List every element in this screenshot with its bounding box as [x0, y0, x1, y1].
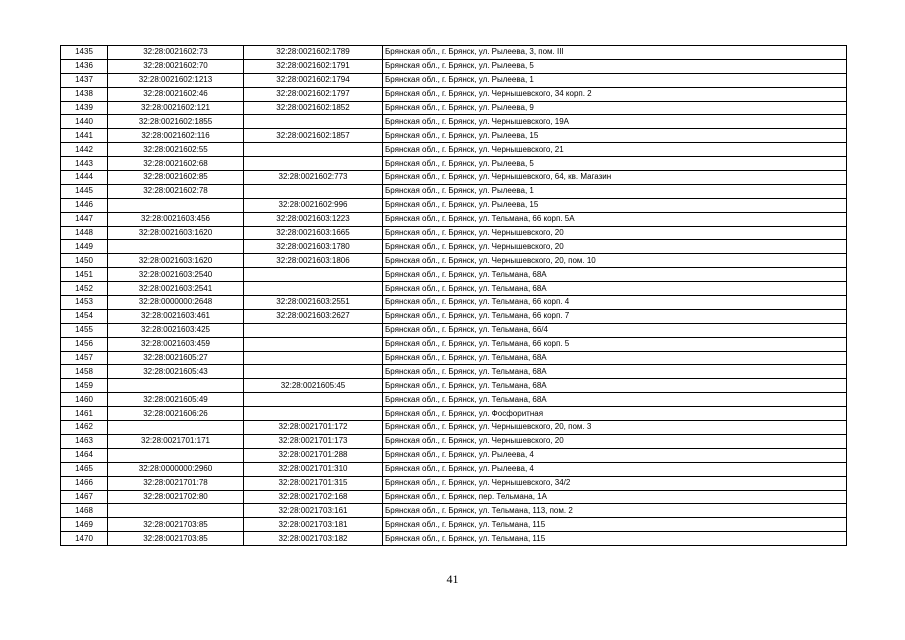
cadastral-number-cell: 32:28:0021602:116 [108, 129, 244, 143]
address-cell: Брянская обл., г. Брянск, пер. Тельмана, 1А [383, 490, 847, 504]
row-number-cell: 1463 [61, 434, 108, 448]
row-number-cell: 1464 [61, 448, 108, 462]
building-cadastral-number-cell [244, 365, 383, 379]
building-cadastral-number-cell [244, 337, 383, 351]
building-cadastral-number-cell [244, 115, 383, 129]
building-cadastral-number-cell: 32:28:0021603:2551 [244, 296, 383, 310]
address-cell: Брянская обл., г. Брянск, ул. Рылеева, 5 [383, 59, 847, 73]
building-cadastral-number-cell: 32:28:0021602:773 [244, 171, 383, 185]
row-number-cell: 1447 [61, 212, 108, 226]
row-number-cell: 1454 [61, 309, 108, 323]
cadastral-number-cell: 32:28:0021703:85 [108, 532, 244, 546]
table-row [61, 421, 847, 435]
cadastral-number-cell: 32:28:0000000:2648 [108, 296, 244, 310]
table-row [61, 379, 847, 393]
table-row [61, 240, 847, 254]
address-cell: Брянская обл., г. Брянск, ул. Тельмана, 68А [383, 365, 847, 379]
cadastral-number-cell: 32:28:0021603:456 [108, 212, 244, 226]
address-cell: Брянская обл., г. Брянск, ул. Рылеева, 9 [383, 101, 847, 115]
address-cell: Брянская обл., г. Брянск, ул. Тельмана, 115 [383, 532, 847, 546]
address-cell: Брянская обл., г. Брянск, ул. Чернышевского, 34 корп. 2 [383, 87, 847, 101]
table-row [61, 462, 847, 476]
address-cell: Брянская обл., г. Брянск, ул. Чернышевского, 34/2 [383, 476, 847, 490]
building-cadastral-number-cell: 32:28:0021602:1857 [244, 129, 383, 143]
address-cell: Брянская обл., г. Брянск, ул. Чернышевского, 21 [383, 143, 847, 157]
building-cadastral-number-cell: 32:28:0021602:1791 [244, 59, 383, 73]
cadastral-number-cell: 32:28:0021602:1855 [108, 115, 244, 129]
address-cell: Брянская обл., г. Брянск, ул. Рылеева, 4 [383, 462, 847, 476]
row-number-cell: 1437 [61, 73, 108, 87]
table-row [61, 184, 847, 198]
registry-table-body [61, 46, 847, 546]
cadastral-number-cell: 32:28:0021602:73 [108, 46, 244, 60]
row-number-cell: 1439 [61, 101, 108, 115]
row-number-cell: 1458 [61, 365, 108, 379]
building-cadastral-number-cell: 32:28:0021602:1789 [244, 46, 383, 60]
address-cell: Брянская обл., г. Брянск, ул. Тельмана, 68А [383, 282, 847, 296]
address-cell: Брянская обл., г. Брянск, ул. Тельмана, 68А [383, 351, 847, 365]
table-row [61, 448, 847, 462]
address-cell: Брянская обл., г. Брянск, ул. Чернышевского, 20 [383, 240, 847, 254]
table-row [61, 226, 847, 240]
table-row [61, 143, 847, 157]
address-cell: Брянская обл., г. Брянск, ул. Тельмана, 66 корп. 4 [383, 296, 847, 310]
row-number-cell: 1466 [61, 476, 108, 490]
building-cadastral-number-cell: 32:28:0021701:173 [244, 434, 383, 448]
table-row [61, 115, 847, 129]
table-row [61, 73, 847, 87]
table-row [61, 309, 847, 323]
cadastral-number-cell: 32:28:0021703:85 [108, 518, 244, 532]
address-cell: Брянская обл., г. Брянск, ул. Чернышевского, 20, пом. 3 [383, 421, 847, 435]
cadastral-number-cell: 32:28:0021605:49 [108, 393, 244, 407]
table-row [61, 198, 847, 212]
cadastral-number-cell: 32:28:0021605:27 [108, 351, 244, 365]
cadastral-number-cell: 32:28:0021603:2540 [108, 268, 244, 282]
table-row [61, 268, 847, 282]
table-row [61, 434, 847, 448]
table-row [61, 490, 847, 504]
building-cadastral-number-cell: 32:28:0021702:168 [244, 490, 383, 504]
row-number-cell: 1462 [61, 421, 108, 435]
address-cell: Брянская обл., г. Брянск, ул. Рылеева, 15 [383, 198, 847, 212]
row-number-cell: 1442 [61, 143, 108, 157]
row-number-cell: 1436 [61, 59, 108, 73]
building-cadastral-number-cell [244, 157, 383, 171]
table-row [61, 129, 847, 143]
building-cadastral-number-cell: 32:28:0021602:996 [244, 198, 383, 212]
building-cadastral-number-cell: 32:28:0021602:1797 [244, 87, 383, 101]
row-number-cell: 1456 [61, 337, 108, 351]
building-cadastral-number-cell: 32:28:0021701:315 [244, 476, 383, 490]
building-cadastral-number-cell [244, 351, 383, 365]
cadastral-number-cell: 32:28:0021603:461 [108, 309, 244, 323]
table-row [61, 87, 847, 101]
address-cell: Брянская обл., г. Брянск, ул. Чернышевского, 20 [383, 226, 847, 240]
address-cell: Брянская обл., г. Брянск, ул. Рылеева, 15 [383, 129, 847, 143]
row-number-cell: 1457 [61, 351, 108, 365]
address-cell: Брянская обл., г. Брянск, ул. Рылеева, 3, пом. III [383, 46, 847, 60]
building-cadastral-number-cell: 32:28:0021602:1852 [244, 101, 383, 115]
address-cell: Брянская обл., г. Брянск, ул. Фосфоритная [383, 407, 847, 421]
row-number-cell: 1460 [61, 393, 108, 407]
address-cell: Брянская обл., г. Брянск, ул. Тельмана, 68А [383, 379, 847, 393]
cadastral-number-cell: 32:28:0021702:80 [108, 490, 244, 504]
row-number-cell: 1461 [61, 407, 108, 421]
row-number-cell: 1452 [61, 282, 108, 296]
address-cell: Брянская обл., г. Брянск, ул. Тельмана, 66/4 [383, 323, 847, 337]
address-cell: Брянская обл., г. Брянск, ул. Рылеева, 5 [383, 157, 847, 171]
row-number-cell: 1444 [61, 171, 108, 185]
building-cadastral-number-cell: 32:28:0021701:310 [244, 462, 383, 476]
table-row [61, 532, 847, 546]
cadastral-number-cell: 32:28:0021602:46 [108, 87, 244, 101]
table-row [61, 407, 847, 421]
building-cadastral-number-cell: 32:28:0021603:1665 [244, 226, 383, 240]
address-cell: Брянская обл., г. Брянск, ул. Тельмана, 68А [383, 268, 847, 282]
row-number-cell: 1459 [61, 379, 108, 393]
building-cadastral-number-cell [244, 393, 383, 407]
address-cell: Брянская обл., г. Брянск, ул. Чернышевского, 20, пом. 10 [383, 254, 847, 268]
cadastral-number-cell: 32:28:0021603:2541 [108, 282, 244, 296]
cadastral-number-cell [108, 421, 244, 435]
row-number-cell: 1468 [61, 504, 108, 518]
address-cell: Брянская обл., г. Брянск, ул. Тельмана, 66 корп. 5 [383, 337, 847, 351]
row-number-cell: 1443 [61, 157, 108, 171]
cadastral-number-cell: 32:28:0021606:26 [108, 407, 244, 421]
table-row [61, 323, 847, 337]
row-number-cell: 1470 [61, 532, 108, 546]
cadastral-number-cell: 32:28:0021602:68 [108, 157, 244, 171]
row-number-cell: 1469 [61, 518, 108, 532]
address-cell: Брянская обл., г. Брянск, ул. Чернышевского, 19А [383, 115, 847, 129]
table-row [61, 296, 847, 310]
table-row [61, 504, 847, 518]
table-row [61, 254, 847, 268]
row-number-cell: 1449 [61, 240, 108, 254]
address-cell: Брянская обл., г. Брянск, ул. Тельмана, 115 [383, 518, 847, 532]
page-number: 41 [446, 572, 459, 586]
registry-table [60, 45, 847, 546]
address-cell: Брянская обл., г. Брянск, ул. Тельмана, 113, пом. 2 [383, 504, 847, 518]
cadastral-number-cell [108, 504, 244, 518]
row-number-cell: 1467 [61, 490, 108, 504]
address-cell: Брянская обл., г. Брянск, ул. Чернышевского, 20 [383, 434, 847, 448]
address-cell: Брянская обл., г. Брянск, ул. Тельмана, 68А [383, 393, 847, 407]
table-row [61, 351, 847, 365]
table-row [61, 282, 847, 296]
cadastral-number-cell: 32:28:0021602:85 [108, 171, 244, 185]
building-cadastral-number-cell [244, 282, 383, 296]
table-row [61, 476, 847, 490]
table-row [61, 393, 847, 407]
table-row [61, 518, 847, 532]
row-number-cell: 1448 [61, 226, 108, 240]
cadastral-number-cell: 32:28:0021602:121 [108, 101, 244, 115]
building-cadastral-number-cell: 32:28:0021703:182 [244, 532, 383, 546]
cadastral-number-cell: 32:28:0021603:425 [108, 323, 244, 337]
building-cadastral-number-cell [244, 143, 383, 157]
table-row [61, 171, 847, 185]
table-row [61, 212, 847, 226]
cadastral-number-cell: 32:28:0021701:78 [108, 476, 244, 490]
building-cadastral-number-cell: 32:28:0021602:1794 [244, 73, 383, 87]
address-cell: Брянская обл., г. Брянск, ул. Чернышевского, 64, кв. Магазин [383, 171, 847, 185]
table-row [61, 59, 847, 73]
cadastral-number-cell: 32:28:0021602:55 [108, 143, 244, 157]
cadastral-number-cell: 32:28:0021603:459 [108, 337, 244, 351]
cadastral-number-cell: 32:28:0021602:1213 [108, 73, 244, 87]
table-row [61, 337, 847, 351]
row-number-cell: 1435 [61, 46, 108, 60]
cadastral-number-cell [108, 198, 244, 212]
building-cadastral-number-cell [244, 184, 383, 198]
cadastral-number-cell: 32:28:0021603:1620 [108, 254, 244, 268]
building-cadastral-number-cell [244, 407, 383, 421]
cadastral-number-cell: 32:28:0021602:78 [108, 184, 244, 198]
table-row [61, 46, 847, 60]
row-number-cell: 1451 [61, 268, 108, 282]
cadastral-number-cell [108, 240, 244, 254]
address-cell: Брянская обл., г. Брянск, ул. Рылеева, 4 [383, 448, 847, 462]
building-cadastral-number-cell: 32:28:0021703:161 [244, 504, 383, 518]
building-cadastral-number-cell: 32:28:0021603:1780 [244, 240, 383, 254]
row-number-cell: 1441 [61, 129, 108, 143]
row-number-cell: 1453 [61, 296, 108, 310]
cadastral-number-cell [108, 448, 244, 462]
table-row [61, 157, 847, 171]
row-number-cell: 1438 [61, 87, 108, 101]
cadastral-number-cell: 32:28:0021603:1620 [108, 226, 244, 240]
address-cell: Брянская обл., г. Брянск, ул. Тельмана, 66 корп. 7 [383, 309, 847, 323]
building-cadastral-number-cell [244, 323, 383, 337]
address-cell: Брянская обл., г. Брянск, ул. Рылеева, 1 [383, 184, 847, 198]
building-cadastral-number-cell: 32:28:0021605:45 [244, 379, 383, 393]
row-number-cell: 1455 [61, 323, 108, 337]
building-cadastral-number-cell: 32:28:0021603:2627 [244, 309, 383, 323]
address-cell: Брянская обл., г. Брянск, ул. Тельмана, 66 корп. 5А [383, 212, 847, 226]
building-cadastral-number-cell [244, 268, 383, 282]
table-row [61, 365, 847, 379]
row-number-cell: 1465 [61, 462, 108, 476]
row-number-cell: 1440 [61, 115, 108, 129]
cadastral-number-cell [108, 379, 244, 393]
table-row [61, 101, 847, 115]
row-number-cell: 1450 [61, 254, 108, 268]
cadastral-number-cell: 32:28:0021701:171 [108, 434, 244, 448]
building-cadastral-number-cell: 32:28:0021701:172 [244, 421, 383, 435]
building-cadastral-number-cell: 32:28:0021603:1806 [244, 254, 383, 268]
building-cadastral-number-cell: 32:28:0021703:181 [244, 518, 383, 532]
row-number-cell: 1445 [61, 184, 108, 198]
cadastral-number-cell: 32:28:0021605:43 [108, 365, 244, 379]
building-cadastral-number-cell: 32:28:0021701:288 [244, 448, 383, 462]
cadastral-number-cell: 32:28:0021602:70 [108, 59, 244, 73]
building-cadastral-number-cell: 32:28:0021603:1223 [244, 212, 383, 226]
cadastral-number-cell: 32:28:0000000:2960 [108, 462, 244, 476]
address-cell: Брянская обл., г. Брянск, ул. Рылеева, 1 [383, 73, 847, 87]
row-number-cell: 1446 [61, 198, 108, 212]
